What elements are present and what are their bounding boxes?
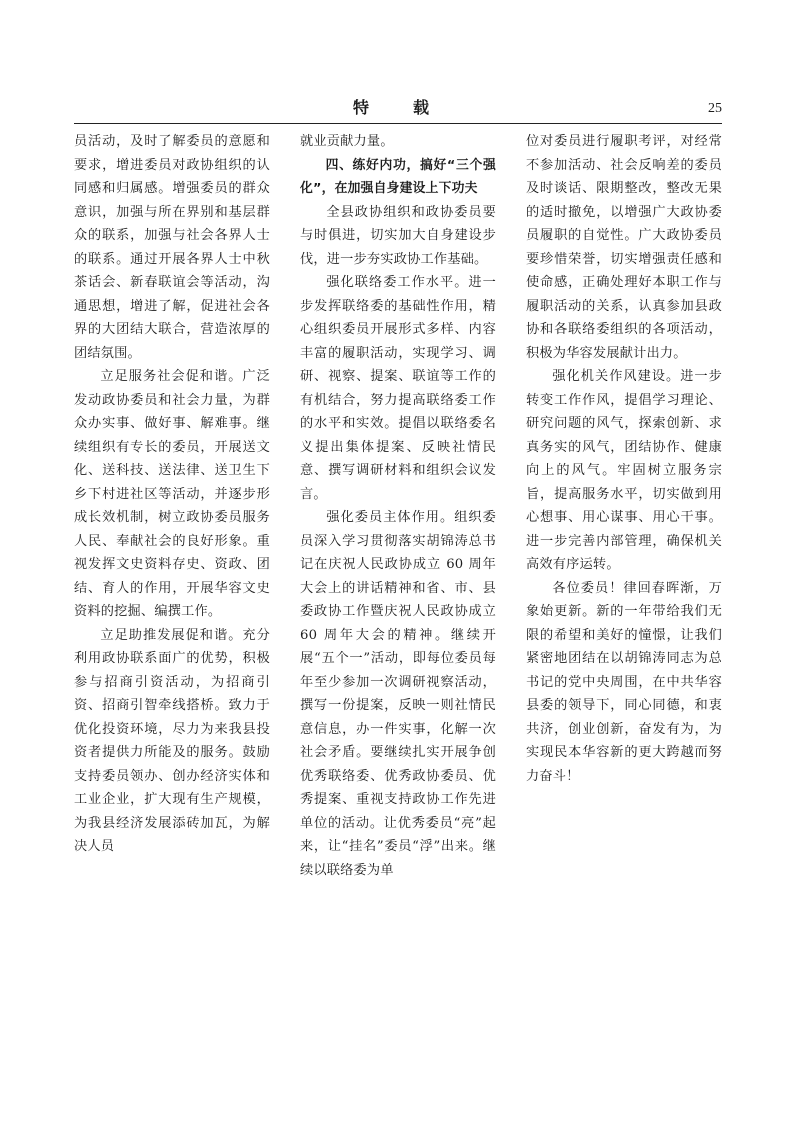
paragraph: 员活动，及时了解委员的意愿和要求，增进委员对政协组织的认同感和归属感。增强委员的群众意识，加强与所在界别和基层群众的联系，加强与社会各界人士的联系。通过开展各界人士中秋茶话会、新春联谊会等活动，沟通思想，增进了解，促进社会各界的大团结大联合，营造浓厚的团结氛围。 [74,134,270,361]
paragraph: 位对委员进行履职考评，对经常不参加活动、社会反响差的委员及时谈话、限期整改，整改无果的适时撤免，以增强广大政协委员履职的自觉性。广大政协委员要珍惜荣誉，切实增强责任感和使命感，正确处理好本职工作与履职活动的关系，认真参加县政协和各联络委组织的各项活动，积极为华容发展献计出力。 [526,134,722,361]
column-3 [526,130,722,788]
paragraph: 全县政协组织和政协委员要与时俱进，切实加大自身建设步伐，进一步夯实政协工作基础。 [300,204,496,267]
running-header [74,98,722,122]
paragraph: 立足服务社会促和谐。广泛发动政协委员和社会力量，为群众办实事、做好事、解难事。继续组织有专长的委员，开展送文化、送科技、送法律、送卫生下乡下村进社区等活动，并逐步形成长效机制，树立政协委员服务人民、奉献社会的良好形象。重视发挥文史资料存史、资政、团结、育人的作用，开展华容文史资料的挖掘、编撰工作。 [74,369,270,619]
paragraph: 强化联络委工作水平。进一步发挥联络委的基础性作用，精心组织委员开展形式多样、内容丰富的履职活动，实现学习、调研、视察、提案、联谊等工作的有机结合，努力提高联络委工作的水平和实效。提倡以联络委名义提出集体提案、反映社情民意、撰写调研材料和组织会议发言。 [300,275,496,502]
column-1 [74,130,270,859]
paragraph: 就业贡献力量。 [300,134,394,149]
section-heading: 四、练好内功，搞好“三个强化”，在加强自身建设上下功夫 [300,157,496,196]
paragraph: 强化机关作风建设。进一步转变工作作风，提倡学习理论、研究问题的风气，探索创新、求真务实的风气，团结协作、健康向上的风气。牢固树立服务宗旨，提高服务水平，切实做到用心想事、用心谋事、用心干事。进一步完善内部管理，确保机关高效有序运转。 [526,369,722,572]
paragraph: 立足助推发展促和谐。充分利用政协联系面广的优势，积极参与招商引资活动，为招商引资、招商引智牵线搭桥。致力于优化投资环境，尽力为来我县投资者提供力所能及的服务。鼓励支持委员领办、创办经济实体和工业企业，扩大现有生产规模，为我县经济发展添砖加瓦，为解决人员 [74,627,270,854]
paragraph: 强化委员主体作用。组织委员深入学习贯彻落实胡锦涛总书记在庆祝人民政协成立 60 周年大会上的讲话精神和省、市、县委政协工作暨庆祝人民政协成立 60 周年大会的精神。继续开展“五个一”活动，即每位委员每年至少参加一次调研视察活动，撰写一份提案，反映一则社情民意信息，办一件实事，化解一次社会矛盾。要继续扎实开展争创优秀联络委、优秀政协委员、优秀提案、重视支持政协工作先进单位的活动。让优秀委员“亮”起来，让“挂名”委员“浮”出来。继续以联络委为单 [300,510,496,878]
text-columns [74,130,722,878]
section-title: 特 载 [352,98,443,117]
page-number: 25 [708,101,722,116]
header-rule [74,123,722,124]
column-2 [300,130,496,882]
paragraph: 各位委员！律回春晖渐，万象始更新。新的一年带给我们无限的希望和美好的憧憬，让我们紧密地团结在以胡锦涛同志为总书记的党中央周围，在中共华容县委的领导下，同心同德，和衷共济，创业创新，奋发有为，为实现民本华容新的更大跨越而努力奋斗！ [526,580,722,784]
